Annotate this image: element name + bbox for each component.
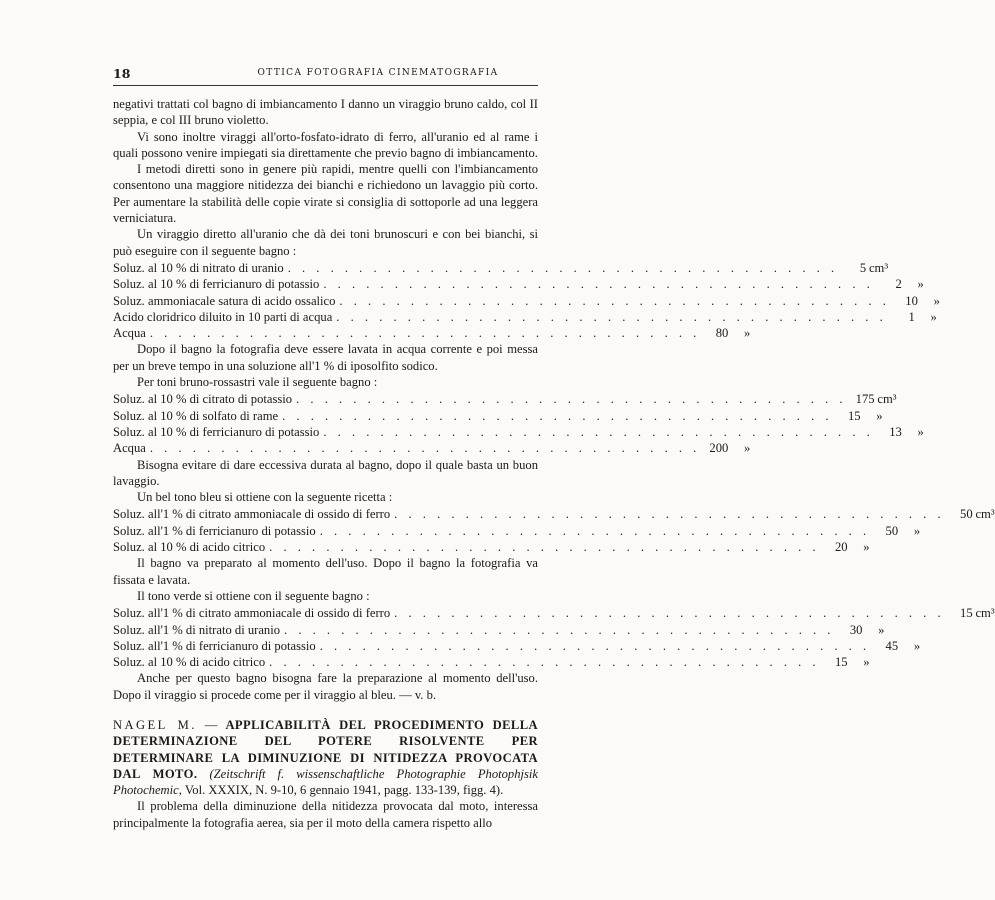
ingredient-amount: 15 (847, 408, 861, 423)
recipe-row (113, 622, 885, 638)
paragraph: Anche per questo bagno bisogna fare la preparazione al momento dell'uso. Dopo il viraggio si procede come per il viraggio al bleu. — v. b. (113, 671, 538, 702)
ingredient-unit: » (744, 326, 751, 341)
paragraph: Il tono verde si ottiene con il seguente bagno : (137, 588, 370, 603)
ingredient-name: Soluz. all'1 % di ferricianuro di potassio (113, 638, 316, 653)
ingredient-unit: » (863, 655, 870, 670)
leader-dots: . . . . . . . . . . . . . . . . . . . . . . . . . . . . . . . . . . . . . . . (149, 441, 701, 456)
paragraph: I metodi diretti sono in genere più rapidi, mentre quelli con l'imbiancamento consentono una maggiore nitidezza dei bianchi e richiedono un lavaggio più corto. Per aumentare la stabilità delle copie virate si consiglia di sottoporle ad una leggera verniciatura. (113, 162, 538, 226)
ingredient-name: Soluz. al 10 % di acido citrico (113, 540, 266, 555)
ingredient-name: Acqua (113, 326, 146, 341)
recipe-list (113, 260, 940, 341)
ingredient-name: Soluz. al 10 % di ferricianuro di potassio (113, 277, 320, 292)
recipe-row (113, 638, 921, 654)
recipe-row (113, 260, 889, 276)
ingredient-amount: 50 (885, 523, 899, 538)
ingredient-amount: 10 (905, 293, 918, 308)
leader-dots: . . . . . . . . . . . . . . . . . . . . . . . . . . . . . . . . . . . . . . . (149, 326, 701, 341)
ingredient-amount: 50 (960, 507, 973, 522)
recipe-row (113, 605, 995, 621)
ingredient-amount: 15 (960, 606, 973, 621)
leader-dots: . . . . . . . . . . . . . . . . . . . . . . . . . . . . . . . . . . . . . . . (323, 277, 874, 292)
ingredient-unit: cm³ (975, 606, 995, 621)
recipe-list (113, 506, 995, 555)
article-author: NAGEL M. (113, 717, 197, 732)
ingredient-amount: 2 (895, 277, 902, 292)
leader-dots: . . . . . . . . . . . . . . . . . . . . . . . . . . . . . . . . . . . . . . . (282, 408, 833, 423)
leader-dots: . . . . . . . . . . . . . . . . . . . . . . . . . . . . . . . . . . . . . . . (284, 622, 835, 637)
recipe-row (113, 408, 883, 424)
ingredient-unit: » (863, 540, 870, 555)
ingredient-unit: » (744, 441, 751, 456)
leader-dots: . . . . . . . . . . . . . . . . . . . . . . . . . . . . . . . . . . . . . . . (319, 523, 871, 538)
ingredient-unit: » (917, 277, 924, 292)
body-text (113, 96, 995, 831)
leader-dots: . . . . . . . . . . . . . . . . . . . . . . . . . . . . . . . . . . . . . . . (336, 309, 887, 324)
ingredient-amount: 15 (834, 655, 848, 670)
ingredient-name: Soluz. al 10 % di citrato di potassio (113, 392, 293, 407)
ingredient-unit: cm³ (877, 392, 897, 407)
leader-dots: . . . . . . . . . . . . . . . . . . . . . . . . . . . . . . . . . . . . . . . (269, 540, 820, 555)
article-source: (Zeitschrift f. wissenschaftliche Photographie Photophjsik Photochemic, (113, 766, 539, 798)
recipe-list (113, 391, 924, 456)
ingredient-name: Soluz. al 10 % di acido citrico (113, 655, 266, 670)
leader-dots: . . . . . . . . . . . . . . . . . . . . . . . . . . . . . . . . . . . . . . . (296, 392, 847, 407)
ingredient-unit: » (917, 424, 924, 439)
recipe-row (113, 440, 751, 456)
article-citation: Vol. XXXIX, N. 9-10, 6 gennaio 1941, pagg. 133-139, figg. 4). (184, 783, 504, 798)
leader-dots: . . . . . . . . . . . . . . . . . . . . . . . . . . . . . . . . . . . . . . . (394, 507, 945, 522)
page-header (113, 66, 538, 82)
ingredient-unit: » (876, 408, 883, 423)
page-number: 18 (113, 66, 131, 81)
ingredient-amount: 20 (834, 540, 848, 555)
ingredient-unit: » (933, 293, 940, 308)
paragraph: Dopo il bagno la fotografia deve essere lavata in acqua corrente e poi messa per un breve tempo in una soluzione all'1 % di iposolfito sodico. (113, 342, 538, 373)
paragraph: Il problema della diminuzione della nitidezza provocata dal moto, interessa principalmente la fotografia aerea, sia per il moto della camera rispetto allo (113, 799, 538, 830)
ingredient-name: Soluz. all'1 % di nitrato di uranio (113, 622, 281, 637)
recipe-row (113, 276, 924, 292)
ingredient-name: Soluz. all'1 % di citrato ammoniacale di ossido di ferro (113, 606, 391, 621)
recipe-list (113, 605, 995, 670)
ingredient-amount: 13 (889, 424, 902, 439)
ingredient-unit: » (930, 309, 937, 324)
leader-dots: . . . . . . . . . . . . . . . . . . . . . . . . . . . . . . . . . . . . . . . (287, 260, 839, 275)
recipe-row (113, 424, 924, 440)
paragraph: Il bagno va preparato al momento dell'uso. Dopo il bagno la fotografia va fissata e lavata. (113, 556, 538, 587)
leader-dots: . . . . . . . . . . . . . . . . . . . . . . . . . . . . . . . . . . . . . . . (323, 424, 874, 439)
running-title: OTTICA FOTOGRAFIA CINEMATOGRAFIA (257, 68, 499, 78)
ingredient-name: Soluz. al 10 % di nitrato di uranio (113, 260, 284, 275)
ingredient-unit: cm³ (975, 507, 995, 522)
ingredient-name: Acqua (113, 441, 146, 456)
ingredient-name: Acido cloridrico diluito in 10 parti di acqua (113, 309, 333, 324)
leader-dots: . . . . . . . . . . . . . . . . . . . . . . . . . . . . . . . . . . . . . . . (339, 293, 890, 308)
recipe-row (113, 539, 870, 555)
ingredient-name: Soluz. al 10 % di solfato di rame (113, 408, 279, 423)
article-entry (113, 717, 538, 798)
ingredient-name: Soluz. all'1 % di ferricianuro di potassio (113, 523, 316, 538)
recipe-row (113, 325, 751, 341)
paragraph: Bisogna evitare di dare eccessiva durata al bagno, dopo il quale basta un buon lavaggio. (113, 457, 538, 488)
recipe-row (113, 523, 921, 539)
leader-dots: . . . . . . . . . . . . . . . . . . . . . . . . . . . . . . . . . . . . . . . (319, 638, 871, 653)
ingredient-name: Soluz. all'1 % di citrato ammoniacale di ossido di ferro (113, 507, 391, 522)
leader-dots: . . . . . . . . . . . . . . . . . . . . . . . . . . . . . . . . . . . . . . . (394, 606, 945, 621)
paragraph: Un viraggio diretto all'uranio che dà dei toni brunoscuri e con bei bianchi, si può eseguire con il seguente bagno : (113, 227, 538, 258)
paragraph: negativi trattati col bagno di imbiancamento I danno un viraggio bruno caldo, col II seppia, e col III bruno violetto. (113, 97, 538, 128)
ingredient-unit: » (913, 523, 921, 538)
paragraph: Un bel tono bleu si ottiene con la seguente ricetta : (137, 490, 393, 505)
recipe-row (113, 391, 897, 407)
leader-dots: . . . . . . . . . . . . . . . . . . . . . . . . . . . . . . . . . . . . . . . (269, 655, 820, 670)
article-title: APPLICABILITÀ DEL PROCEDIMENTO DELLA DETERMINAZIONE DEL POTERE RISOLVENTE PER DETERMINARE LA DIMINUZIONE DI NITIDEZZA PROVOCATA DAL MOTO. (113, 717, 538, 781)
ingredient-unit: » (878, 622, 885, 637)
ingredient-amount: 30 (849, 622, 863, 637)
ingredient-amount: 5 (859, 260, 867, 275)
ingredient-unit: » (913, 638, 921, 653)
paragraph: Per toni bruno-rossastri vale il seguente bagno : (137, 375, 378, 390)
recipe-row (113, 293, 940, 309)
ingredient-amount: 45 (885, 638, 899, 653)
ingredient-amount: 200 (709, 441, 729, 456)
recipe-row (113, 309, 937, 325)
ingredient-unit: cm³ (868, 260, 889, 275)
article-dash: — (196, 717, 226, 732)
ingredient-name: Soluz. ammoniacale satura di acido ossalico (113, 293, 336, 308)
ingredient-amount: 80 (715, 326, 729, 341)
ingredient-amount: 1 (908, 309, 915, 324)
recipe-row (113, 506, 995, 522)
ingredient-name: Soluz. al 10 % di ferricianuro di potassio (113, 424, 320, 439)
recipe-row (113, 654, 870, 670)
ingredient-amount: 175 (855, 392, 875, 407)
paragraph: Vi sono inoltre viraggi all'orto-fosfato-idrato di ferro, all'uranio ed al rame i quali possono venire impiegati sia direttamente che previo bagno di imbiancamento. (113, 129, 538, 160)
header-rule (113, 85, 538, 86)
